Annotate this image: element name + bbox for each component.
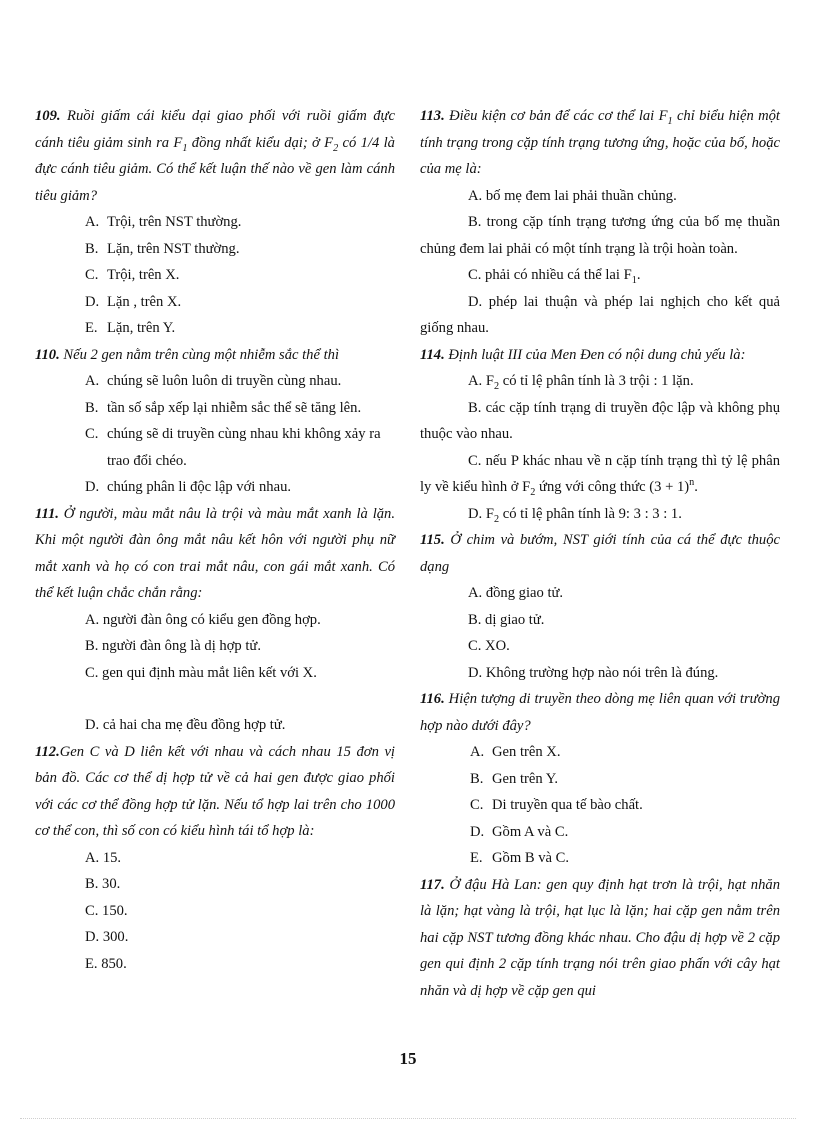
spacer (35, 686, 395, 712)
option: D. Lặn , trên X. (85, 293, 182, 310)
option: E. Lặn, trên Y. (85, 320, 176, 336)
option: B. dị giao tử. (468, 611, 545, 628)
option: D. $F_2$ có tỉ lệ phân tính là 9: 3 : 3 : 1. (468, 505, 682, 525)
option: D. Gồm A và C. (470, 823, 569, 840)
option: C. Di truyền qua tế bào chất. (470, 797, 643, 813)
option: C. phải có nhiều cá thể lai $F_1$. (468, 267, 641, 286)
option: C. chúng sẽ di truyền cùng nhau khi không xảy ra trao đổi chéo. (85, 426, 381, 469)
option: E. Gồm B và C. (470, 850, 570, 866)
question-117: 117. Ở đậu Hà Lan: gen quy định hạt trơn là trội, hạt nhăn là lặn; hạt vàng là trội, hạt lục là lặn; hai cặp gen nằm trên hai cặp NST tương đồng khác nhau. Cho đậu dị hợp về 2 cặp gen qui định 2 cặp tính trạng nói trên giao phấn với cây hạt nhăn và dị hợp về cặp gen qui (420, 876, 780, 999)
option: C. nếu P khác nhau về n cặp tính trạng thì tỷ lệ phân ly về kiểu hình ở $F_2$ ứng với công thức $(3 + 1)^n$. (420, 452, 780, 498)
footer-rule (20, 1118, 796, 1119)
question-113: 113. Điều kiện cơ bản để các cơ thể lai $F_1$ chỉ biểu hiện một tính trạng trong cặp tính trạng tương ứng, hoặc của bố, hoặc của mẹ là: (420, 108, 780, 177)
question-number: 109. (35, 108, 61, 124)
option: A. $F_2$ có tỉ lệ phân tính là 3 trội : 1 lặn. (468, 373, 694, 392)
question-number: 112. (35, 743, 60, 760)
option: E. 850. (85, 955, 127, 972)
question-number: 113. (420, 108, 445, 124)
option: A. 15. (85, 849, 122, 866)
left-column (35, 103, 395, 977)
option: C. gen qui định màu mắt liên kết với X. (85, 664, 317, 681)
option: A. đồng giao tử. (468, 585, 564, 601)
option: D. cả hai cha mẹ đều đồng hợp tử. (85, 717, 286, 733)
option: D. 300. (85, 929, 129, 945)
question-number: 117. (420, 876, 445, 893)
question-115: 115. Ở chim và bướm, NST giới tính của cá thể đực thuộc dạng (420, 532, 780, 575)
option: A. Gen trên X. (470, 744, 561, 760)
option: D. Không trường hợp nào nói trên là đúng. (468, 664, 719, 681)
option: B. người đàn ông là dị hợp tử. (85, 638, 261, 654)
question-number: 115. (420, 532, 445, 548)
right-column (420, 103, 780, 1004)
option: A. Trội, trên NST thường. (85, 214, 242, 230)
option: C. 150. (85, 902, 128, 919)
page-number: 15 (399, 1049, 417, 1068)
question-number: 111. (35, 505, 59, 522)
option: C. Trội, trên X. (85, 267, 180, 283)
option: D. phép lai thuận và phép lai nghịch cho kết quả giống nhau. (420, 293, 780, 336)
question-number: 116. (420, 691, 445, 707)
question-109: 109. Ruồi giấm cái kiểu dại giao phối với ruồi giấm đực cánh tiêu giảm sinh ra $F_1$ đồng nhất kiểu dại; ở $F_2$ có 1/4 là đực cánh tiêu giảm. Có thể kết luận thế nào về gen làm cánh tiêu giảm? (35, 108, 395, 204)
question-114: 114. Định luật III của Men Đen có nội dung chủ yếu là: (420, 346, 746, 363)
option: B. Gen trên Y. (470, 770, 559, 787)
option: B. các cặp tính trạng di truyền độc lập và không phụ thuộc vào nhau. (420, 399, 780, 442)
option: A. bố mẹ đem lai phải thuần chủng. (468, 187, 677, 204)
option: B. tần số sắp xếp lại nhiễm sắc thể sẽ tăng lên. (85, 399, 362, 416)
option: C. XO. (468, 638, 510, 654)
question-number: 114. (420, 346, 445, 363)
option: D. chúng phân li độc lập với nhau. (85, 479, 292, 495)
option: B. trong cặp tính trạng tương ứng của bố mẹ thuần chủng đem lai phải có một tính trạng là trội hoàn toàn. (420, 214, 780, 257)
question-110: 110. Nếu 2 gen nằm trên cùng một nhiễm sắc thể thì (35, 346, 339, 363)
question-116: 116. Hiện tượng di truyền theo dòng mẹ liên quan với trường hợp nào dưới đây? (420, 691, 780, 734)
question-number: 110. (35, 346, 60, 363)
option: B. 30. (85, 876, 121, 892)
option: A. chúng sẽ luôn luôn di truyền cùng nhau. (85, 373, 342, 389)
question-112: 112.Gen C và D liên kết với nhau và cách nhau 15 đơn vị bản đồ. Các cơ thể dị hợp tử về cả hai gen được giao phối với các cơ thể đồng hợp tử lặn. Nếu tổ hợp lai trên cho 1000 cơ thể con, thì số con có kiểu hình tái tổ hợp là: (35, 743, 395, 839)
question-111: 111. Ở người, màu mắt nâu là trội và màu mắt xanh là lặn. Khi một người đàn ông mắt nâu kết hôn với người phụ nữ mắt xanh và họ có con trai mắt nâu, con gái mắt xanh. Có thể kết luận chắc chắn rằng: (35, 505, 395, 601)
option: B. Lặn, trên NST thường. (85, 240, 240, 257)
option: A. người đàn ông có kiểu gen đồng hợp. (85, 611, 321, 628)
